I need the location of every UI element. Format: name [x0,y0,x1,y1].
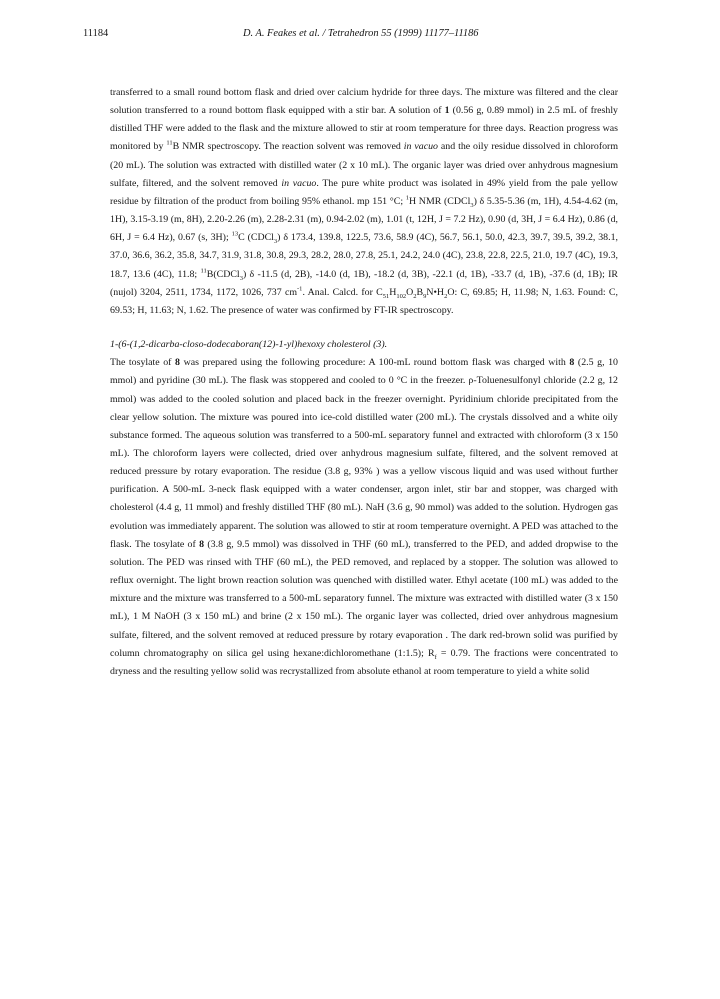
page-number: 11184 [83,28,109,39]
section-heading: 1-(6-(1,2-dicarba-closo-dodecaboran(12)-1-yl)hexoxy cholesterol (3). [110,339,388,351]
compound-number: 8 [569,357,575,369]
experimental-paragraph-2: The tosylate of 8 was prepared using the following procedure: A 100-mL round bottom flask was charged with 8 (2.5 g, 10 mmol) and pyridine (30 mL). The flask was stoppered and cooled to 0 °C in the freezer. ρ-Toluenesulfonyl chloride (2.2 g, 12 mmol) was added to the cooled solution and placed back in the freezer overnight. Pyridinium chloride precipitated from the clear yellow solution. The mixture was poured into ice-cold distilled water (200 mL). The crystals dissolved and a white oily substance formed. The aqueous solution was transferred to a 500-mL separatory funnel and extracted with chloroform (3 x 150 mL). The chloroform layers were collected, dried over anhydrous magnesium sulfate, filtered, and the solvent removed at reduced pressure by rotary evaporation. The residue (3.8 g, 93% ) was a yellow viscous liquid and was used without further purification. A 500-mL 3-neck flask equipped with a water condenser, argon inlet, stir bar and stopper, was charged with cholesterol (4.4 g, 11 mmol) and freshly distilled THF (80 mL). NaH (3.6 g, 90 mmol) was added to the solution. Hydrogen gas evolution was immediately apparent. The solution was allowed to stir at room temperature overnight. A PED was attached to the flask. The tosylate of 8 (3.8 g, 9.5 mmol) was dissolved in THF (60 mL), transferred to the PED, and added dropwise to the solution. The PED was rinsed with THF (60 mL), the PED removed, and replaced by a stopper. The solution was allowed to reflux overnight. The light brown reaction solution was quenched with distilled water. Ethyl acetate (100 mL) was added to the mixture and the mixture was transferred to a 500-mL separatory funnel. The mixture was extracted with distilled water (3 x 150 mL), 1 M NaOH (3 x 150 mL) and brine (2 x 150 mL). The organic layer was collected, dried over anhydrous magnesium sulfate, filtered, and the solvent removed at reduced pressure by rotary evaporation . The dark red-brown solid was purified by column chromatography on silica gel using hexane:dichloromethane (1:1.5); $R_f = 0.79$. The fractions were concentrated to dryness and the resulting yellow solid was recrystallized from absolute ethanol at room temperature to yield a white solid [110,357,618,677]
compound-number: 8 [175,357,180,369]
compound-number: 1 [444,105,450,117]
page-header [83,28,643,44]
article-body [110,84,618,681]
running-head: D. A. Feakes et al. / Tetrahedron 55 (1999) 11177–11186 [243,28,479,39]
experimental-paragraph-1: transferred to a small round bottom flask and dried over calcium hydride for three days. The mixture was filtered and the clear solution transferred to a round bottom flask equipped with a stir bar. A solution of 1 (0.56 g, 0.89 mmol) in 2.5 mL of freshly distilled THF were added to the flask and the mixture allowed to stir at room temperature for three days. Reaction progress was monitored by $^{11}$B NMR spectroscopy. The reaction solvent was removed in vacuo and the oily residue dissolved in chloroform (20 mL). The solution was extracted with distilled water (2 x 10 mL). The organic layer was dried over anhydrous magnesium sulfate, filtered, and the solvent removed in vacuo. The pure white product was isolated in 49% yield from the pale yellow residue by filtration of the product from boiling 95% ethanol. mp 151 °C; $^1$H NMR (CDCl$_3$) δ 5.35-5.36 (m, 1H), 4.54-4.62 (m, 1H), 3.15-3.19 (m, 8H), 2.20-2.26 (m), 2.28-2.31 (m), 0.94-2.02 (m), 1.01 (t, 12H, J = 7.2 Hz), 0.90 (d, 3H, J = 6.4 Hz), 0.86 (d, 6H, J = 6.4 Hz), 0.67 (s, 3H); $^{13}$C (CDCl$_3$) δ 173.4, 139.8, 122.5, 73.6, 58.9 (4C), 56.7, 56.1, 50.0, 42.3, 39.7, 39.5, 39.2, 38.1, 37.0, 36.6, 36.2, 35.8, 34.7, 31.9, 31.8, 30.8, 29.3, 28.2, 28.0, 27.8, 25.1, 24.2, 24.0 (4C), 23.8, 22.8, 22.5, 21.0, 19.7 (4C), 19.3, 18.7, 13.6 (4C), 11.8; $^{11}$B(CDCl$_3$) δ -11.5 (d, 2B), -14.0 (d, 1B), -18.2 (d, 3B), -22.1 (d, 1B), -33.7 (d, 1B), -37.6 (d, 1B); IR (nujol) 3204, 2511, 1734, 1172, 1026, 737 $cm^{-1}$. Anal. Calcd. for $C_{51}H_{102}O_2B_9N•H_2O$: C, 69.85; H, 11.98; N, 1.63. Found: C, 69.53; H, 11.63; N, 1.62. The presence of water was confirmed by FT-IR spectroscopy. [110,87,619,316]
compound-number: 8 [199,538,205,550]
